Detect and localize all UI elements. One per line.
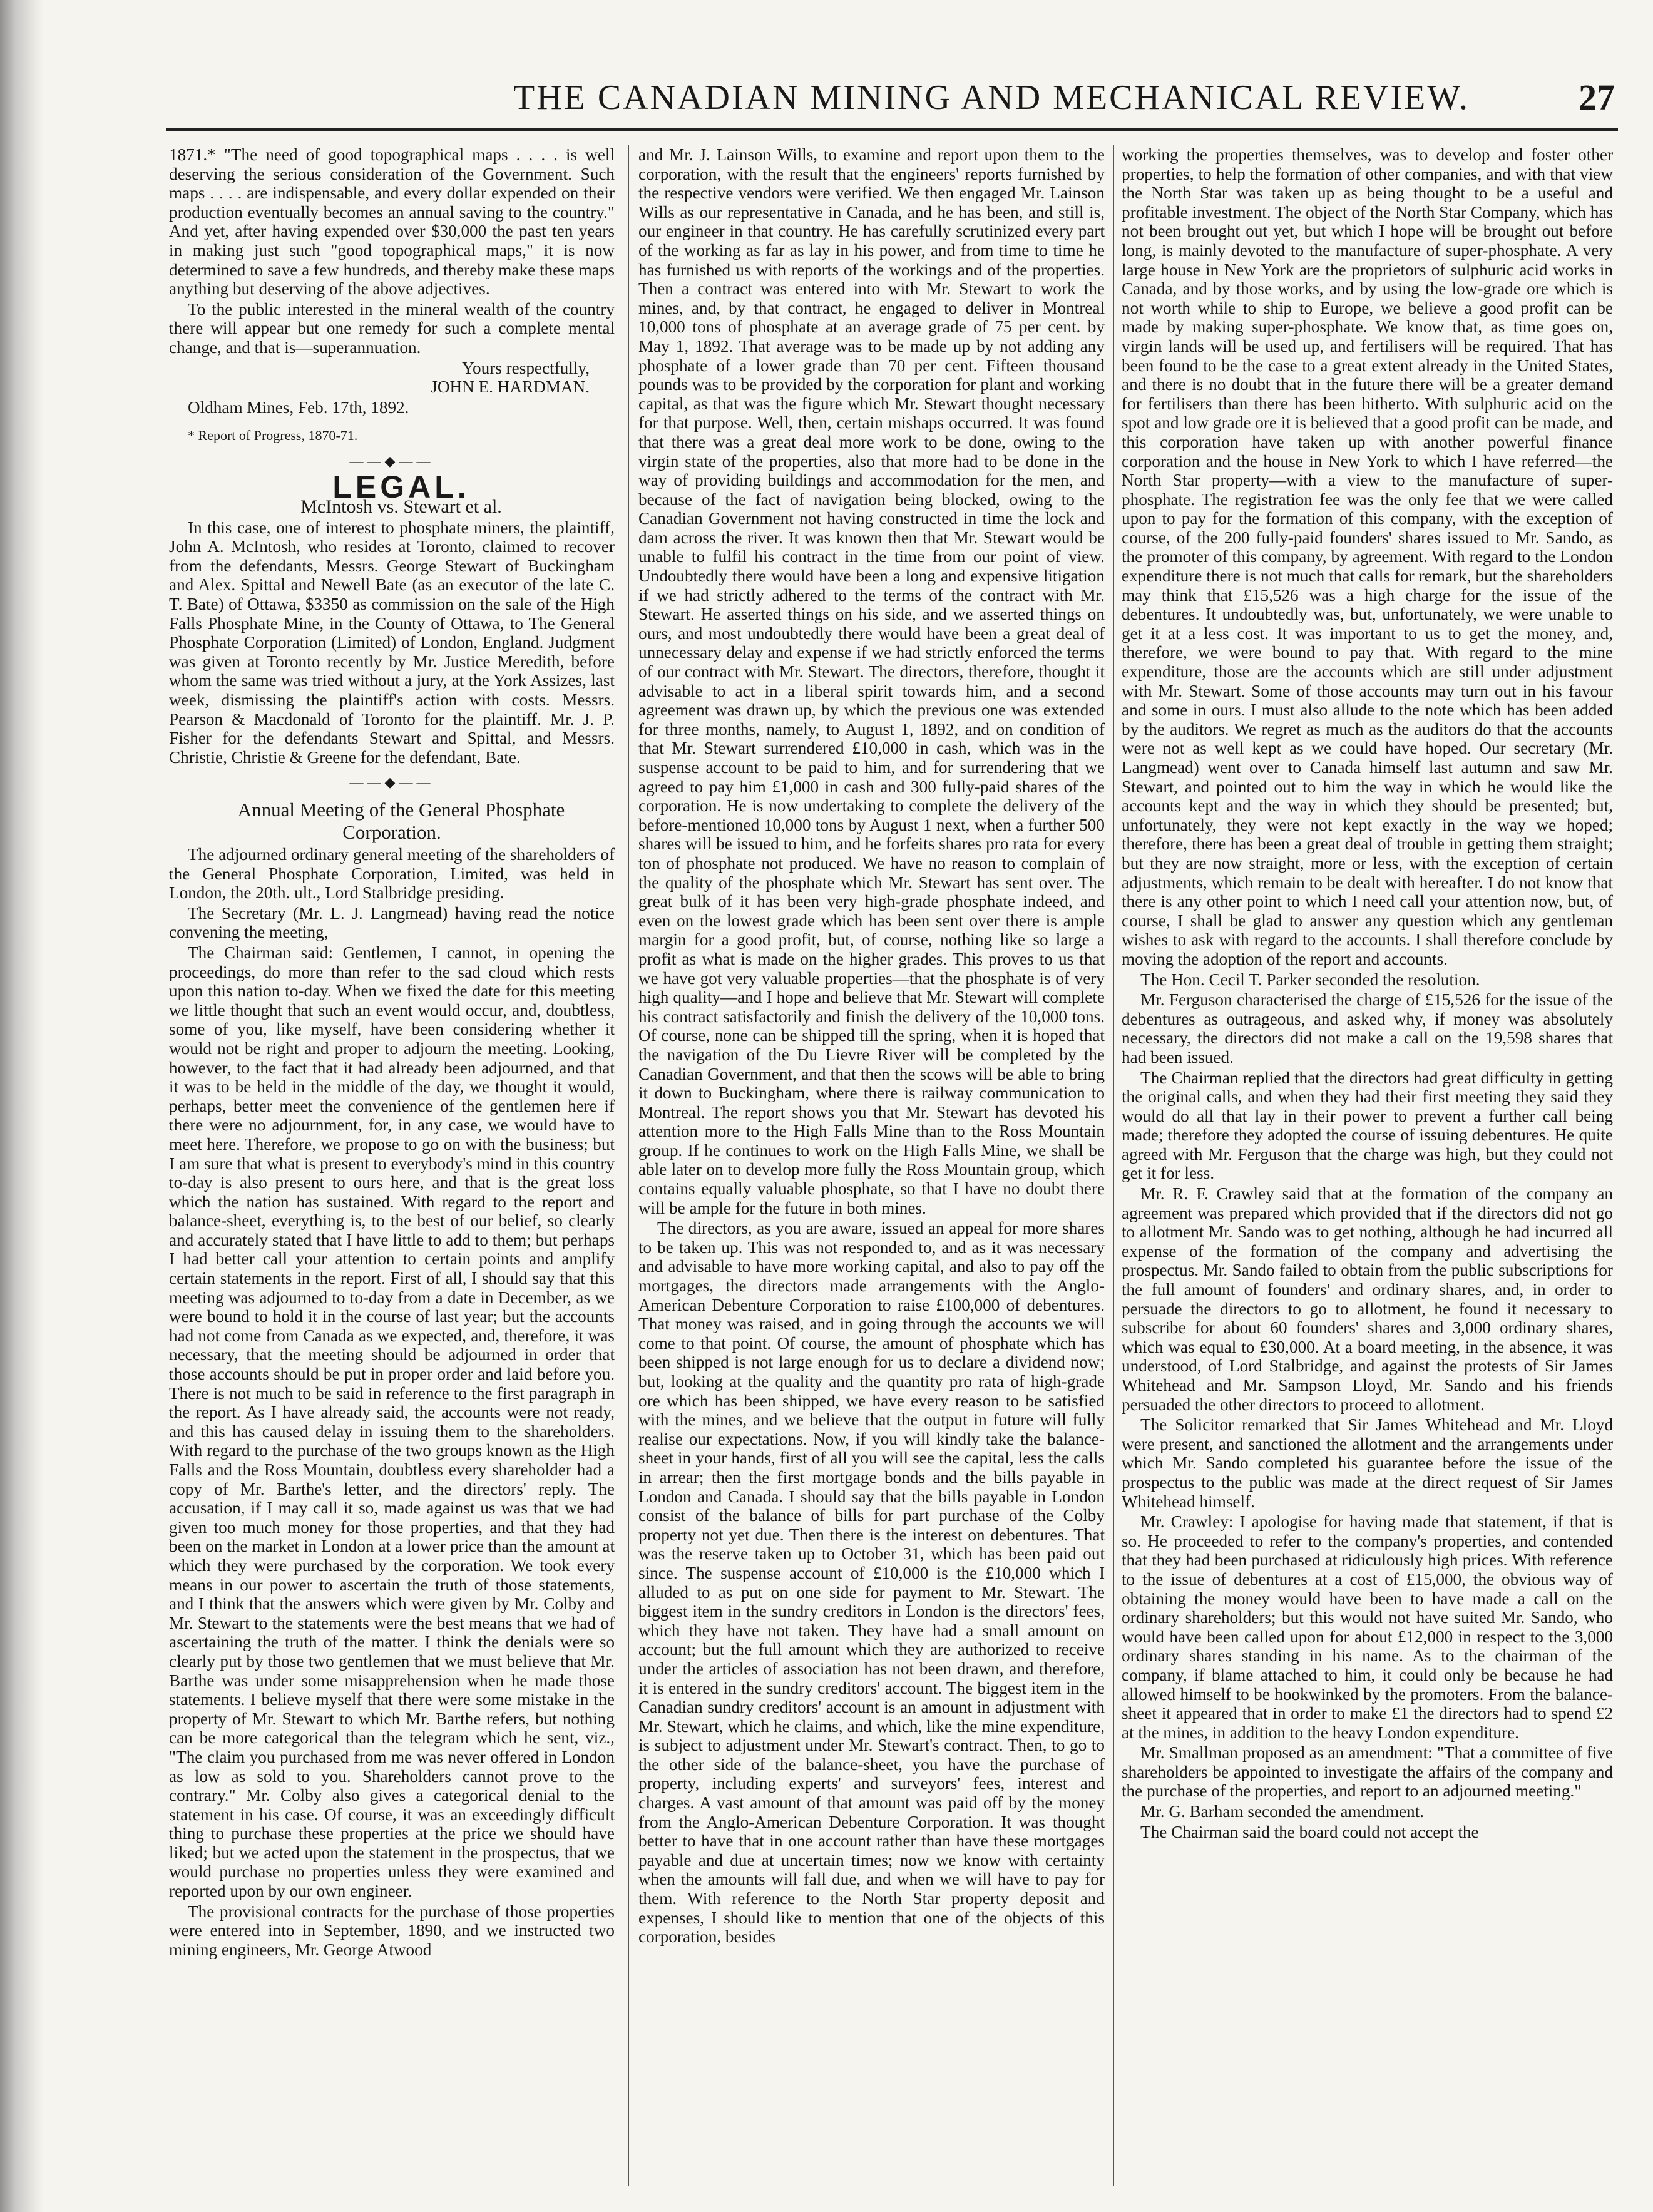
letter-paragraph: To the public interested in the mineral wealth of the country there will appear but one remedy for such a complete mental change, and that is—superannuation. xyxy=(169,299,615,357)
article-paragraph: Mr. Smallman proposed as an amendment: "That a committee of five shareholders be appointed to investigate the affairs of the company and the purchase of the properties, and report to an adjourned meeting." xyxy=(1122,1743,1613,1801)
page-header xyxy=(163,74,1621,124)
meeting-article-title: Annual Meeting of the General Phosphate Corporation. xyxy=(237,799,565,843)
letter-closing: Yours respectfully, xyxy=(462,358,590,377)
scan-shadow-edge xyxy=(0,0,44,2212)
column-divider-2 xyxy=(1113,145,1114,2186)
column-2 xyxy=(638,145,1105,2186)
column-1 xyxy=(169,145,615,2186)
footnote: * Report of Progress, 1870-71. xyxy=(169,422,615,446)
article-paragraph: Mr. R. F. Crawley said that at the formation of the company an agreement was prepared which provided that if the directors did not go to allotment Mr. Sando was to get nothing, although he had incurred all expense of the formation of the company and advertising the prospectus. Mr. Sando failed to obtain from the public subscriptions for the full amount of founders' and ordinary shares, and, in order to persuade the directors to go to allotment, he found it necessary to subscribe for about 60 founders' shares and 3,000 ordinary shares, which was equal to £30,000. At a board meeting, in the absence, it was understood, of Lord Stalbridge, and against the protests of Sir James Whitehead and Mr. Sampson Lloyd, Mr. Sando and his friends persuaded the other directors to proceed to allotment. xyxy=(1122,1184,1613,1414)
article-paragraph: Mr. Ferguson characterised the charge of £15,526 for the issue of the debentures as outrageous, and asked why, if money was absolutely necessary, the directors did not make a call on the 19,598 shares that had been issued. xyxy=(1122,990,1613,1067)
section-separator: ——◆—— xyxy=(349,453,434,469)
column-3 xyxy=(1122,145,1613,2186)
column-divider-1 xyxy=(628,145,629,2186)
legal-section-title: LEGAL. xyxy=(332,469,470,504)
article-paragraph: The Chairman said: Gentlemen, I cannot, in opening the proceedings, do more than refer to the sad cloud which rests upon this nation to-day. When we fixed the date for this meeting we little thought that such an event would occur, and, doubtless, some of you, like myself, have been considering whether it would not be right and proper to adjourn the meeting. Looking, however, to the fact that it had already been adjourned, and that it was to be held in the middle of the day, we thought it would, perhaps, better meet the convenience of the gentlemen here if there were no adjournment, for, in any case, we would have to meet here. Therefore, we propose to go on with the business; but I am sure that what is present to everybody's mind in this country to-day is also present to ours here, and that is the great loss which the nation has sustained. With regard to the report and balance-sheet, everything is, to the best of our belief, so clearly and accurately stated that I have little to add to them; but perhaps I had better call your attention to certain points and amplify certain statements in the report. First of all, I should say that this meeting was adjourned to to-day from a date in December, as we were bound to hold it in the course of last year; but the accounts had not come from Canada as we expected, and, therefore, it was necessary, that the meeting should be adjourned in order that those accounts should be put in proper order and laid before you. There is not much to be said in reference to the first paragraph in the report. As I have already said, the accounts were not ready, and this has caused delay in issuing them to the shareholders. With regard to the purchase of the two groups known as the High Falls and the Ross Mountain, doubtless every shareholder had a copy of Mr. Barthe's letter, and the directors' reply. The accusation, if I may call it so, made against us was that we had given too much money for those properties, and that they had been on the market in London at a lower price than the amount at which they were purchased by the corporation. We took every means in our power to ascertain the truth of those statements, and I think that the answers which were given by Mr. Colby and Mr. Stewart to the statements were the best means that we had of ascertaining the truth of the matter. I think the denials were so clearly put by those two gentlemen that we must believe that Mr. Barthe was under some misapprehension when he made those statements. I believe myself that there were some mistake in the property of Mr. Stewart to which Mr. Barthe refers, but nothing can be more categorical than the telegram which he sent, viz., "The claim you purchased from me was never offered in London as low as sold to you. Shareholders cannot prove to the contrary." Mr. Colby also gives a categorical denial to the statement in his case. Of course, it was an exceedingly difficult thing to purchase these properties at the price we should have liked; but we acted upon the statement in the prospectus, that we would purchase no properties unless they were examined and reported upon by our own engineer. xyxy=(169,943,615,1901)
letter-paragraph: 1871.* "The need of good topographical maps . . . . is well deserving the serious consideration of the Government. Such maps . . . . are indispensable, and every dollar expended on their production eventually becomes an annual saving to the country." And yet, after having expended over $30,000 the past ten years in making just such "good topographical maps," it is now determined to save a few hundreds, and thereby make these maps anything but deserving of the above adjectives. xyxy=(169,145,615,299)
page-number: 27 xyxy=(1579,77,1615,118)
letter-signature: JOHN E. HARDMAN. xyxy=(431,377,590,397)
article-paragraph: The Solicitor remarked that Sir James Whitehead and Mr. Lloyd were present, and sanctioned the allotment and the arrangements under which Mr. Sando completed his guarantee before the issue of the prospectus to the public was made at the direct request of Sir James Whitehead himself. xyxy=(1122,1415,1613,1511)
article-paragraph: Mr. G. Barham seconded the amendment. xyxy=(1140,1802,1425,1821)
article-paragraph: The Secretary (Mr. L. J. Langmead) having read the notice convening the meeting, xyxy=(169,903,615,942)
header-rule xyxy=(166,128,1618,131)
publication-title: THE CANADIAN MINING AND MECHANICAL REVIEW. xyxy=(513,78,1470,117)
letter-dateline: Oldham Mines, Feb. 17th, 1892. xyxy=(188,397,409,417)
article-paragraph: The directors, as you are aware, issued an appeal for more shares to be taken up. This was not responded to, and as it was necessary and advisable to have more working capital, and also to pay off the mortgages, the directors made arrangements with the Anglo-American Debenture Corporation to raise £100,000 of debentures. That money was raised, and in going through the accounts we will come to that point. Of course, the amount of phosphate which has been shipped is not large enough for us to declare a dividend now; but, looking at the quality and the quantity pro rata of high-grade ore which has been shipped, we have every reason to be satisfied with the mines, and we believe that the output in future will fully realise our expectations. Now, if you will kindly take the balance-sheet in your hands, first of all you will see the capital, less the calls in arrear; then the first mortgage bonds and the bills payable in London and Canada. I should say that the bills payable in London consist of the balance of bills for part purchase of the Colby property not yet due. Then there is the interest on debentures. That was the reserve taken up to October 31, which has been paid out since. The suspense account of £10,000 is the £10,000 which I alluded to as put on one side for payment to Mr. Stewart. The biggest item in the sundry creditors in London is the directors' fees, which they have not taken. They have had a small amount on account; but the full amount which they are authorized to receive under the articles of association has not been drawn, and therefore, it is entered in the sundry creditors' account. The biggest item in the Canadian sundry creditors' account is an amount in adjustment with Mr. Stewart, which he claims, and which, like the mine expenditure, is subject to adjustment under Mr. Stewart's contract. Then, to go to the other side of the balance-sheet, you have the purchase of property, including experts' and surveyors' fees, interest and charges. A vast amount of that amount was paid off by the money from the Anglo-American Debenture Corporation. It was thought better to have that in one account rather than have these mortgages payable and due at uncertain times; now we know with certainty when the amounts will fall due, and when we will have to pay for them. With reference to the North Star property deposit and expenses, I should like to mention that one of the objects of this corporation, besides xyxy=(638,1219,1105,1947)
legal-paragraph: In this case, one of interest to phosphate miners, the plaintiff, John A. McIntosh, who resides at Toronto, claimed to recover from the defendants, Messrs. George Stewart of Buckingham and Alex. Spittal and Newell Bate (as an executor of the late C. T. Bate) of Ottawa, $3350 as commission on the sale of the High Falls Phosphate Mine, in the County of Ottawa, to The General Phosphate Corporation (Limited) of London, England. Judgment was given at Toronto recently by Mr. Justice Meredith, before whom the same was tried without a jury, at the York Assizes, last week, dismissing the plaintiff's action with costs. Messrs. Pearson & Macdonald of Toronto for the plaintiff. Mr. J. P. Fisher for the defendants Stewart and Spittal, and Messrs. Christie, Christie & Greene for the defendant, Bate. xyxy=(169,518,615,767)
article-paragraph: and Mr. J. Lainson Wills, to examine and report upon them to the corporation, with the result that the engineers' reports furnished by the respective vendors were verified. We then engaged Mr. Lainson Wills as our representative in Canada, and he has been, and still is, our engineer in that country. He has carefully scrutinized every part of the working as far as lay in his power, and from time to time he has furnished us with reports of the workings and of the properties. Then a contract was entered into with Mr. Stewart to work the mines, and, by that contract, he engaged to deliver in Montreal 10,000 tons of phosphate at an average grade of 75 per cent. by May 1, 1892. That average was to be made up by not adding any phosphate of a lower grade than 70 per cent. Fifteen thousand pounds was to be provided by the corporation for plant and working capital, as that was the figure which Mr. Stewart thought necessary for that purpose. Well, then, certain mishaps occurred. It was found that there was a great deal more work to be done, owing to the virgin state of the properties, also that more had to be done in the way of providing buildings and accommodation for the men, and because of the fact of navigation being blocked, owing to the Canadian Government not having constructed in time the lock and dam across the river. It was known then that Mr. Stewart would be unable to fulfil his contract in the time from our point of view. Undoubtedly there would have been a long and expensive litigation if we had strictly adhered to the terms of the contract with Mr. Stewart. He asserted things on his side, and we asserted things on ours, and most undoubtedly there would have been a great deal of unnecessary delay and expense if we had strictly enforced the terms of our contract with Mr. Stewart. The directors, therefore, thought it advisable to act in a liberal spirit towards him, and a second agreement was drawn up, by which the previous one was extended for three months, namely, to August 1, 1892, and on condition of that Mr. Stewart surrendered £10,000 in cash, which was in the suspense account to be paid to him, and for surrendering that we agreed to pay him £1,000 in cash and 300 fully-paid shares of the corporation. He is now undertaking to complete the delivery of the before-mentioned 10,000 tons by August 1 next, when a further 500 shares will be issued to him, and he forfeits shares pro rata for every ton of phosphate not produced. We have no reason to complain of the quality of the phosphate which Mr. Stewart has sent over. The great bulk of it has been very high-grade phosphate indeed, and even on the lowest grade which has been sent over there is ample margin for a good profit, but, of course, nothing like so large a profit as what is made on the higher grades. This proves to us that we have got very valuable properties—that the phosphate is of very high quality—and I hope and believe that Mr. Stewart will complete his contract satisfactorily and finish the delivery of the 10,000 tons. Of course, none can be shipped till the spring, when it is hoped that the navigation of the Du Lievre River will be completed by the Canadian Government, and that then the scows will be able to bring it down to Buckingham, where there is railway communication to Montreal. The report shows you that Mr. Stewart has devoted his attention more to the High Falls Mine than to the Ross Mountain group. If he continues to work on the High Falls Mine, we shall be able later on to develop more fully the Ross Mountain group, which contains equally valuable phosphate, so that I have no doubt there will be ample for the future in both mines. xyxy=(638,145,1105,1217)
legal-case-title: McIntosh vs. Stewart et al. xyxy=(300,496,502,518)
section-separator: ——◆—— xyxy=(349,774,434,791)
article-paragraph: The Chairman replied that the directors had great difficulty in getting the original calls, and when they had their first meeting they said they would do all that lay in their power to prevent a further call being made; therefore they adopted the course of issuing debentures. He quite agreed with Mr. Ferguson that the charge was high, but they could not get it for less. xyxy=(1122,1068,1613,1183)
article-paragraph: working the properties themselves, was to develop and foster other properties, to help the formation of other companies, and with that view the North Star was taken up as being thought to be a useful and profitable investment. The object of the North Star Company, which has not been brought out yet, but which I hope will be brought out before long, is mainly devoted to the manufacture of super-phosphate. A very large house in New York are the proprietors of sulphuric acid works in Canada, and by those works, and by using the low-grade ore which is not worth while to ship to Europe, we believe a good profit can be made by making super-phosphate. We know that, as time goes on, virgin lands will be used up, and fertilisers will be required. That has been found to be the case to a great extent already in the United States, and there is no doubt that in the future there will be a greater demand for fertilisers than there has been hitherto. With sulphuric acid on the spot and low grade ore it is believed that a good profit can be made, and this corporation have taken up with another powerful finance corporation and the house in New York to which I have referred—the North Star property—with a view to the manufacture of super-phosphate. The registration fee was the only fee that we were called upon to pay for the formation of this company, with the exception of course, of the 200 fully-paid founders' shares issued to Mr. Sando, as the promoter of this company, by agreement. With regard to the London expenditure there is not much that calls for remark, but the shareholders may think that £15,526 was a high charge for the issue of the debentures. It undoubtedly was, but, unfortunately, we were unable to get it at a less cost. It was important to us to get the money, and, therefore, we were bound to pay that. With regard to the mine expenditure, those are the accounts which are still under adjustment with Mr. Stewart. Some of those accounts may turn out in his favour and some in ours. I must also allude to the note which has been added by the auditors. We regret as much as the auditors do that the accounts were not as well kept as we could have hoped. Our secretary (Mr. Langmead) went over to Canada himself last autumn and saw Mr. Stewart, and pointed out to him the way in which he would like the accounts kept and the way in which they should be presented; but, unfortunately, they were not kept exactly in the way we hoped; therefore, there has been a great deal of trouble in getting them straight; but they are now straight, more or less, with the exception of certain adjustments, which remain to be dealt with hereafter. I do not know that there is any other point to which I need call your attention now, but, of course, I shall be glad to answer any question which any gentleman wishes to ask with regard to the accounts. I shall therefore conclude by moving the adoption of the report and accounts. xyxy=(1122,145,1613,968)
article-paragraph: The Chairman said the board could not accept the xyxy=(1140,1822,1479,1841)
article-paragraph: The Hon. Cecil T. Parker seconded the resolution. xyxy=(1140,970,1480,989)
article-paragraph: The adjourned ordinary general meeting of the shareholders of the General Phosphate Corporation, Limited, was held in London, the 20th. ult., Lord Stalbridge presiding. xyxy=(169,845,615,903)
article-paragraph: Mr. Crawley: I apologise for having made that statement, if that is so. He proceeded to refer to the company's properties, and contended that they had been purchased at ridiculously high prices. With reference to the issue of debentures at a cost of £15,000, the obvious way of obtaining the money would have been to have made a call on the ordinary shareholders; but this would not have suited Mr. Sando, who would have been called upon for about £12,000 in respect to the 3,000 ordinary shares standing in his name. As to the chairman of the company, if blame attached to him, it could only be because he had allowed himself to be hookwinked by the promoters. From the balance-sheet it appeared that in order to make £1 the directors had to spend £2 at the mines, in addition to the heavy London expenditure. xyxy=(1122,1512,1613,1742)
article-paragraph: The provisional contracts for the purchase of those properties were entered into in September, 1890, and we instructed two mining engineers, Mr. George Atwood xyxy=(169,1902,615,1959)
